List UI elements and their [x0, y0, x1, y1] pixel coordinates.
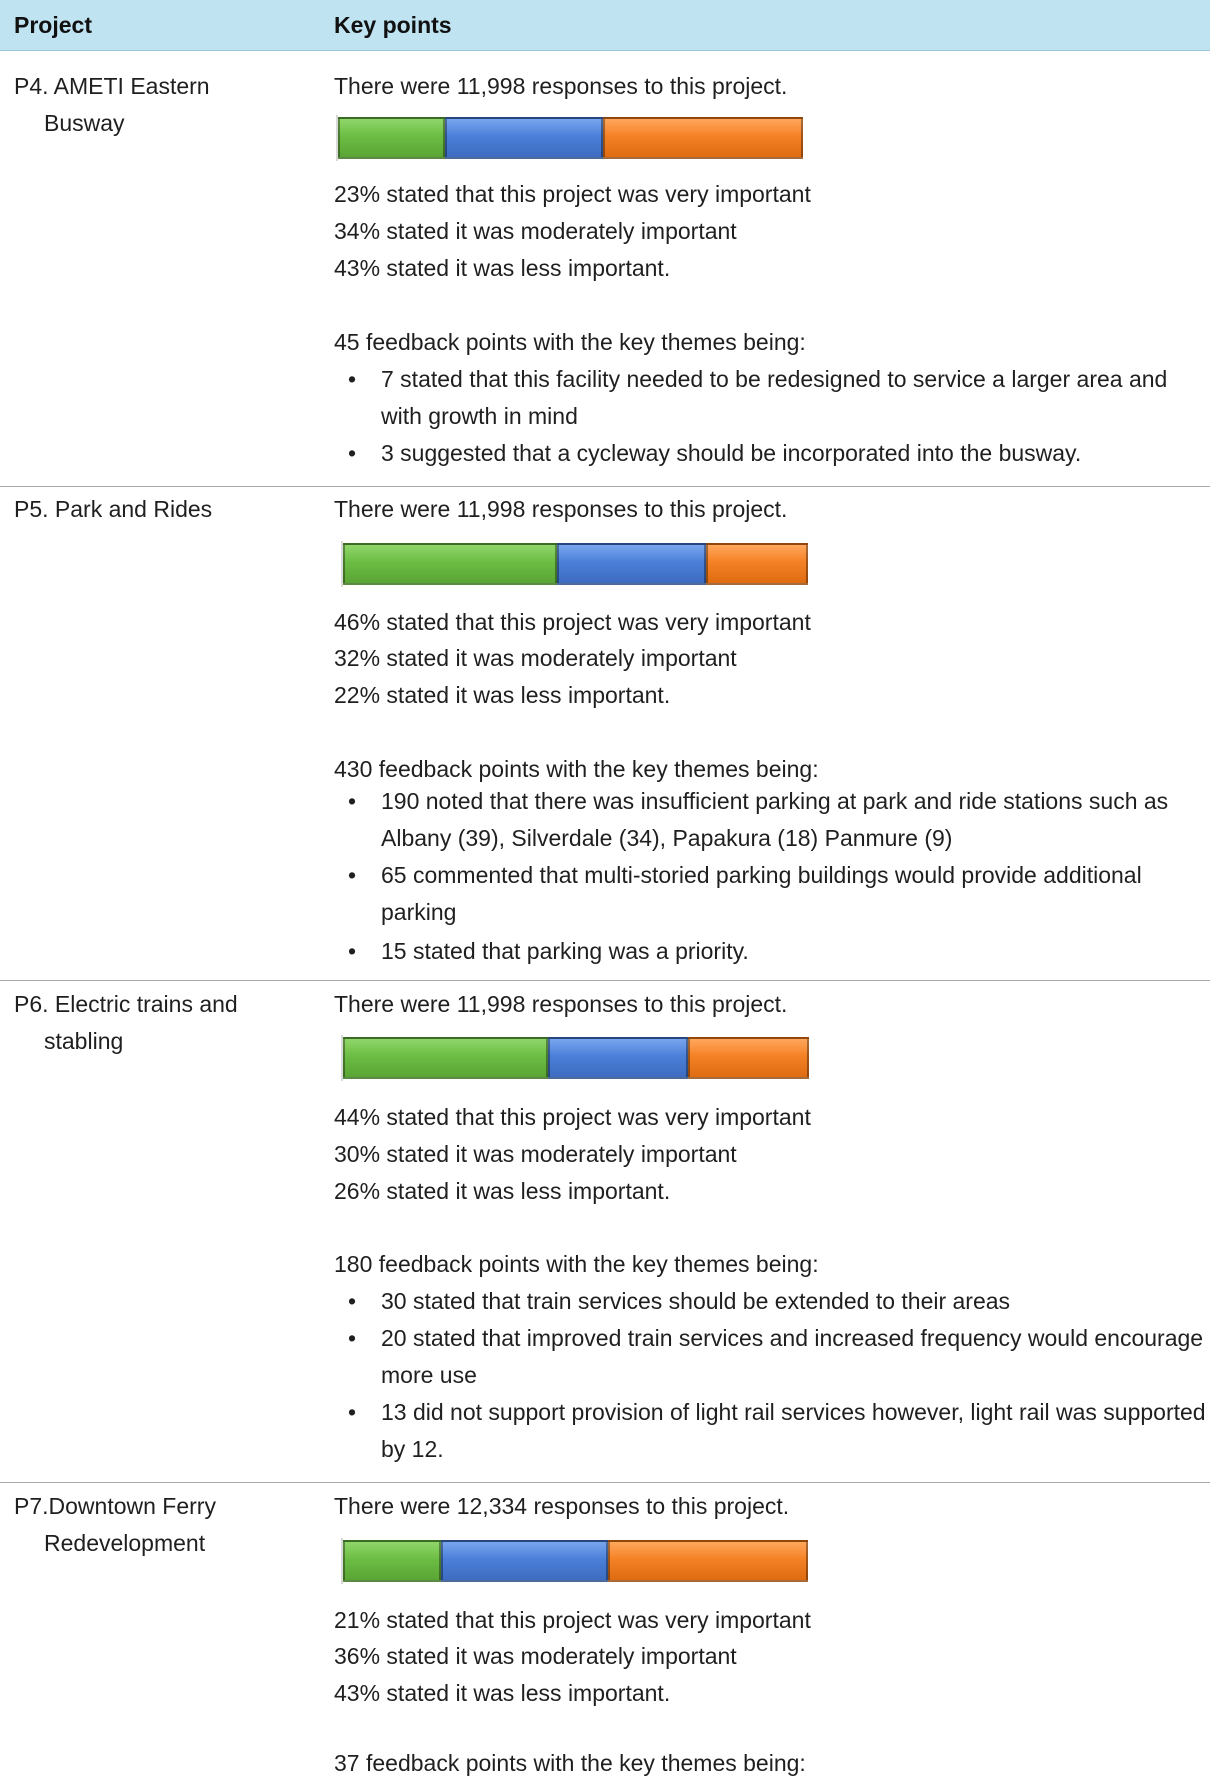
stat-moderately-important: 30% stated it was moderately important	[334, 1141, 737, 1167]
moderately-important-segment	[445, 117, 603, 159]
stat-very-important: 46% stated that this project was very important	[334, 609, 811, 635]
very-important-segment	[338, 117, 445, 159]
feedback-intro: 37 feedback points with the key themes being:	[334, 1750, 806, 1776]
table-header	[0, 0, 1210, 51]
stat-very-important: 23% stated that this project was very important	[334, 181, 811, 207]
very-important-segment	[343, 1037, 548, 1079]
stat-less-important: 43% stated it was less important.	[334, 255, 671, 281]
moderately-important-segment	[441, 1540, 608, 1582]
very-important-segment	[343, 1540, 441, 1582]
responses-count: There were 11,998 responses to this project.	[334, 496, 788, 522]
feedback-intro: 430 feedback points with the key themes being:	[334, 756, 819, 782]
row-divider	[0, 980, 1210, 981]
stat-moderately-important: 34% stated it was moderately important	[334, 218, 737, 244]
importance-bar	[341, 1540, 808, 1582]
header-project: Project	[14, 12, 92, 38]
row-divider	[0, 1482, 1210, 1483]
bullet-icon: •	[348, 1325, 357, 1351]
stat-very-important: 21% stated that this project was very important	[334, 1607, 811, 1633]
stat-less-important: 26% stated it was less important.	[334, 1178, 671, 1204]
project-name: P5. Park and Rides	[14, 496, 213, 522]
less-important-segment	[608, 1540, 808, 1582]
responses-count: There were 11,998 responses to this project.	[334, 73, 788, 99]
feedback-intro: 180 feedback points with the key themes being:	[334, 1251, 819, 1277]
stat-moderately-important: 32% stated it was moderately important	[334, 645, 737, 671]
stat-moderately-important: 36% stated it was moderately important	[334, 1643, 737, 1669]
header-key-points: Key points	[334, 12, 452, 38]
importance-bar	[341, 1037, 809, 1079]
moderately-important-segment	[557, 543, 706, 585]
bullet-icon: •	[348, 862, 357, 888]
importance-bar	[341, 543, 808, 585]
project-name: P6. Electric trains and stabling	[14, 991, 238, 1054]
bullet-icon: •	[348, 366, 357, 392]
row-divider	[0, 486, 1210, 487]
stat-very-important: 44% stated that this project was very important	[334, 1104, 811, 1130]
consultation-results-table: Project Key points P4. AMETI Eastern Busway There were 11,998 responses to this project. 23% stated that this project was very important 34% stated it was moderately important 43% stated it was less important. 45 feedback points with the key themes being: • 7 stated that this facility needed to be redesigned to service a larger area and with growth in mind • 3 suggested that a cycleway should be incorporated into the busway. P5. Park and Rides There were 11,998 responses to this project. 46% stated that this project was very important 32% stated it was moderately important 22% stated it was less important. 430 feedback points with the key themes being: • 190 noted that there was insufficient parking at park and ride stations such as Albany (39), Silverdale (34), Papakura (18) Panmure (9) • 65 commented that multi-storied parking buildings would provide additional parking • 15 stated that parking was a priority. P6. Electric trains and stabling There were 11,998 responses to this project. 44% stated that this project was very important 30% stated it was moderately important 26% stated it was less important. 180 feedback points with the key themes being: • 30 stated that train services should be extended to their areas • 20 stated that improved train services and increased frequency would encourage more use • 13 did not support provision of light rail services however, light rail was supported by 12. P7.Downtown Ferry Redevelopment There were 12,334 responses to this project. 21% stated that this project was very important 36% stated it was moderately important 43% stated it was less important. 37 feedback points with the key themes being:	[0, 0, 1210, 1782]
bullet-icon: •	[348, 788, 357, 814]
less-important-segment	[706, 543, 808, 585]
moderately-important-segment	[548, 1037, 688, 1079]
very-important-segment	[343, 543, 557, 585]
less-important-segment	[603, 117, 803, 159]
feedback-intro: 45 feedback points with the key themes being:	[334, 329, 806, 355]
responses-count: There were 11,998 responses to this project.	[334, 991, 788, 1017]
responses-count: There were 12,334 responses to this project.	[334, 1493, 790, 1519]
bullet-icon: •	[348, 1288, 357, 1314]
stat-less-important: 43% stated it was less important.	[334, 1680, 671, 1706]
bullet-icon: •	[348, 1399, 357, 1425]
stat-less-important: 22% stated it was less important.	[334, 682, 671, 708]
project-name: P4. AMETI Eastern Busway	[14, 73, 210, 136]
bullet-icon: •	[348, 440, 357, 466]
importance-bar	[336, 117, 803, 159]
less-important-segment	[688, 1037, 809, 1079]
bullet-icon: •	[348, 938, 357, 964]
project-name: P7.Downtown Ferry Redevelopment	[14, 1493, 216, 1556]
